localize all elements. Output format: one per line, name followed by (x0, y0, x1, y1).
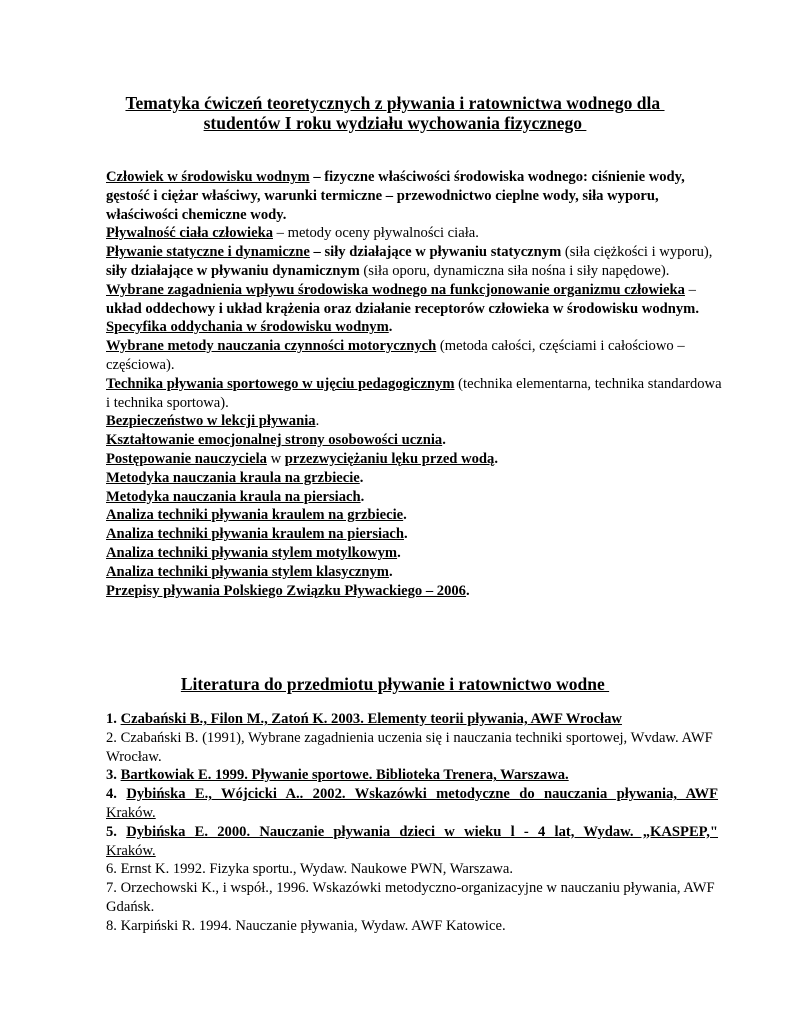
topic-heading: Technika pływania sportowego w ujęciu pedagogicznym (106, 375, 455, 392)
literature-title: Literatura do przedmiotu pływanie i ratownictwo wodne (180, 674, 610, 694)
reference-text: Dybińska E. 2000. Nauczanie pływania dzieci w wieku l - 4 lat, Wydaw. „KASPEP," (126, 823, 719, 840)
reference-text: 2. Czabański B. (1991), Wybrane zagadnienia uczenia się i nauczania techniki sportowej, Wvdaw. AWF Wrocław. (106, 729, 713, 765)
reference-item (106, 917, 718, 936)
reference-item (106, 823, 718, 842)
topic-item (106, 412, 726, 431)
topic-text: siły działające w pływaniu dynamicznym (106, 262, 360, 279)
topic-text: w (266, 450, 285, 467)
reference-item (106, 879, 718, 917)
reference-item (106, 860, 718, 879)
topic-item (106, 337, 726, 375)
title-line-1: Tematyka ćwiczeń teoretycznych z pływania i ratownictwa wodnego dla (125, 93, 665, 113)
reference-item (106, 842, 718, 861)
topic-text: – fizyczne właściwości środowiska wodnego: ciśnienie wody, gęstość i ciężar właściwy, warunki termiczne – przewodnictwo cieplne wody, siła wyporu, właściwości chemiczne wody. (106, 169, 685, 223)
reference-item (106, 804, 718, 823)
topic-item (106, 469, 726, 488)
topics-list (106, 168, 726, 600)
topic-heading: Metodyka nauczania kraula na grzbiecie (106, 469, 360, 486)
topic-text: . (494, 450, 498, 467)
reference-text: Bartkowiak E. 1999. Pływanie sportowe. Biblioteka Trenera, Warszawa. (120, 767, 569, 784)
topic-item (106, 375, 726, 413)
topic-text: – siły działające w pływaniu statycznym (309, 244, 562, 261)
reference-text: Kraków. (106, 842, 156, 859)
topic-heading: przezwyciężaniu lęku przed wodą (284, 450, 495, 467)
reference-item (106, 710, 718, 729)
page-title (60, 93, 730, 133)
topic-text: . (388, 563, 393, 580)
topic-item (106, 525, 726, 544)
topic-text: . (388, 319, 393, 336)
reference-item (106, 785, 718, 804)
reference-number: 3. (106, 767, 121, 784)
literature-list (106, 710, 718, 936)
topic-text: (technika elementarna, technika standardowa i technika sportowa). (106, 375, 722, 411)
topic-text: (siła oporu, dynamiczna siła nośna i siły napędowe). (359, 262, 670, 279)
topic-text: . (442, 432, 446, 449)
topic-item (106, 243, 726, 281)
topic-text: . (397, 544, 401, 561)
topic-text: – (684, 281, 696, 298)
topic-text: . (403, 507, 407, 524)
topic-text: – metody oceny pływalności ciała. (273, 225, 479, 242)
reference-text: 6. Ernst K. 1992. Fizyka sportu., Wydaw. Naukowe PWN, Warszawa. (106, 861, 514, 878)
topic-heading: Wybrane metody nauczania czynności motorycznych (106, 338, 437, 355)
topic-text: . (403, 526, 408, 543)
topic-item (106, 281, 726, 319)
topic-text: . (359, 469, 364, 486)
topic-item (106, 318, 726, 337)
reference-text: Dybińska E., Wójcicki A.. 2002. Wskazówki metodyczne do nauczania pływania, AWF (126, 786, 719, 803)
topic-item (106, 582, 726, 601)
topic-heading: Analiza techniki pływania kraulem na grzbiecie (106, 507, 404, 524)
topic-heading: Metodyka nauczania kraula na piersiach (106, 488, 361, 505)
topic-text: . (360, 488, 365, 505)
reference-item (106, 766, 718, 785)
reference-text: Kraków. (106, 804, 156, 821)
reference-item (106, 729, 718, 767)
topic-item (106, 563, 726, 582)
topic-item (106, 488, 726, 507)
topic-item (106, 431, 726, 450)
topic-heading: Specyfika oddychania w środowisku wodnym (106, 319, 389, 336)
topic-text: . (315, 413, 320, 430)
topic-heading: Pływanie statyczne i dynamiczne (106, 244, 310, 261)
title-line-2: studentów I roku wydziału wychowania fizycznego (203, 113, 587, 133)
topic-item (106, 224, 726, 243)
topic-heading: Analiza techniki pływania kraulem na piersiach (106, 526, 404, 543)
topic-item (106, 544, 726, 563)
topic-heading: Kształtowanie emocjonalnej strony osobowości ucznia (106, 432, 443, 449)
reference-text: Czabański B., Filon M., Zatoń K. 2003. Elementy teorii pływania, AWF Wrocław (120, 711, 622, 727)
topic-item (106, 450, 726, 469)
topic-heading: Analiza techniki pływania stylem klasycznym (106, 563, 389, 580)
topic-text: układ oddechowy i układ krążenia oraz działanie receptorów człowieka w środowisku wodnym. (106, 300, 699, 317)
topic-heading: Analiza techniki pływania stylem motylkowym (106, 544, 398, 561)
topic-item (106, 506, 726, 525)
topic-heading: Wybrane zagadnienia wpływu środowiska wodnego na funkcjonowanie organizmu człowieka (106, 281, 685, 298)
topic-text: (siła ciężkości i wyporu), (561, 244, 713, 261)
topic-text: . (465, 582, 470, 599)
topic-heading: Postępowanie nauczyciela (106, 450, 267, 467)
reference-number: 4. (106, 786, 127, 803)
reference-text: 7. Orzechowski K., i współ., 1996. Wskazówki metodyczno-organizacyjne w nauczaniu pływania, AWF Gdańsk. (106, 880, 715, 915)
reference-text: 8. Karpiński R. 1994. Nauczanie pływania, Wydaw. AWF Katowice. (106, 917, 506, 934)
topic-text: (metoda całości, częściami i całościowo – częściowa). (106, 338, 685, 373)
reference-number: 5. (106, 823, 127, 840)
topic-heading: Pływalność ciała człowieka (106, 225, 273, 242)
topic-item (106, 168, 726, 224)
topic-heading: Człowiek w środowisku wodnym (106, 169, 310, 185)
topic-heading: Przepisy pływania Polskiego Związku Pływackiego – 2006 (106, 582, 466, 599)
reference-number: 1. (106, 711, 121, 727)
topic-heading: Bezpieczeństwo w lekcji pływania (106, 413, 316, 430)
